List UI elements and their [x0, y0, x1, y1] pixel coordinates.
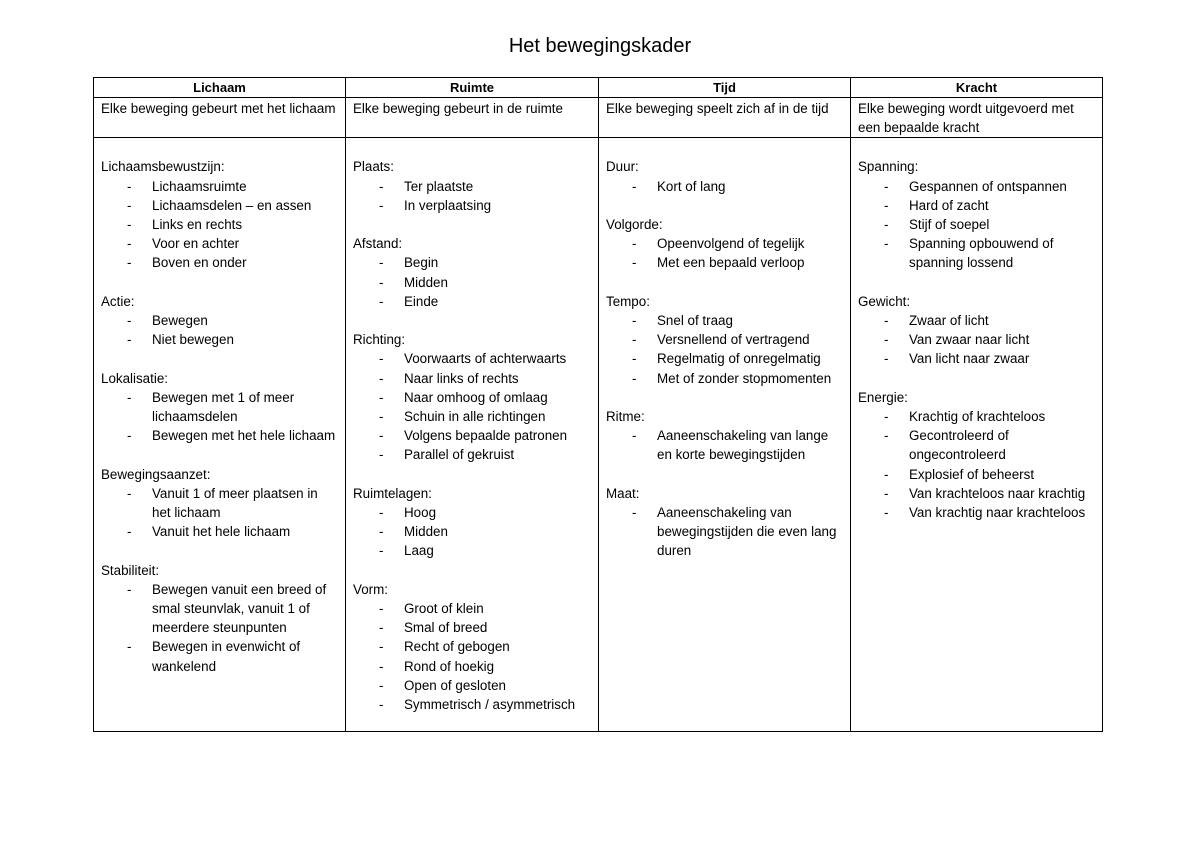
list-item: - Bewegen vanuit een breed of smal steunvlak, vanuit 1 of meerdere steunpunten [101, 580, 338, 638]
category-heading: Spanning: [858, 159, 919, 175]
list-item: - Gespannen of ontspannen [858, 177, 1095, 196]
category-heading: Bewegingsaanzet: [101, 466, 211, 482]
content-cell-ruimte [346, 138, 599, 732]
category-heading: Plaats: [353, 159, 394, 175]
list-item: - In verplaatsing [353, 196, 591, 215]
category-heading: Lichaamsbewustzijn: [101, 159, 225, 175]
content-cell-tijd [599, 138, 851, 732]
category-heading: Richting: [353, 332, 406, 348]
list-item: - Hard of zacht [858, 196, 1095, 215]
item-list [353, 349, 591, 464]
list-item: - Kort of lang [606, 177, 843, 196]
list-item: - Met of zonder stopmomenten [606, 369, 843, 388]
category-heading: Gewicht: [858, 293, 911, 309]
list-item: - Ter plaatste [353, 177, 591, 196]
list-item: - Aaneenschakeling van bewegingstijden die even lang duren [606, 503, 843, 561]
list-item: - Midden [353, 273, 591, 292]
list-item: - Vanuit 1 of meer plaatsen in het lichaam [101, 484, 338, 522]
category-heading: Energie: [858, 389, 908, 405]
column-header-ruimte: Ruimte [346, 78, 599, 98]
item-list [101, 311, 338, 349]
column-header-lichaam: Lichaam [94, 78, 346, 98]
intro-cell-lichaam: Elke beweging gebeurt met het lichaam [94, 98, 346, 138]
intro-cell-kracht: Elke beweging wordt uitgevoerd met een bepaalde kracht [851, 98, 1103, 138]
item-list [606, 311, 843, 388]
list-item: - Explosief of beheerst [858, 465, 1095, 484]
header-row [94, 78, 1103, 98]
category-heading: Stabiliteit: [101, 562, 160, 578]
category-section [101, 157, 338, 272]
list-item: - Voor en achter [101, 234, 338, 253]
category-section [858, 388, 1095, 522]
item-list [858, 311, 1095, 369]
item-list [606, 426, 843, 464]
content-cell-kracht [851, 138, 1103, 732]
category-section [101, 369, 338, 446]
list-item: - Niet bewegen [101, 330, 338, 349]
category-section [606, 484, 843, 561]
list-item: - Laag [353, 541, 591, 560]
list-item: - Hoog [353, 503, 591, 522]
category-heading: Tempo: [606, 293, 650, 309]
list-item: - Bewegen [101, 311, 338, 330]
item-list [353, 177, 591, 215]
list-item: - Symmetrisch / asymmetrisch [353, 695, 591, 714]
list-item: - Bewegen met het hele lichaam [101, 426, 338, 445]
category-section [858, 292, 1095, 369]
list-item: - Vanuit het hele lichaam [101, 522, 338, 541]
list-item: - Aaneenschakeling van lange en korte bewegingstijden [606, 426, 843, 464]
list-item: - Smal of breed [353, 618, 591, 637]
item-list [606, 234, 843, 272]
list-item: - Volgens bepaalde patronen [353, 426, 591, 445]
list-item: - Midden [353, 522, 591, 541]
item-list [858, 177, 1095, 273]
list-item: - Schuin in alle richtingen [353, 407, 591, 426]
item-list [353, 253, 591, 311]
item-list [353, 599, 591, 714]
list-item: - Parallel of gekruist [353, 445, 591, 464]
item-list [606, 177, 843, 196]
category-section [353, 234, 591, 311]
movement-framework-table [93, 77, 1103, 732]
list-item: - Open of gesloten [353, 676, 591, 695]
list-item: - Lichaamsruimte [101, 177, 338, 196]
page-title: Het bewegingskader [508, 35, 692, 57]
list-item: - Naar omhoog of omlaag [353, 388, 591, 407]
list-item: - Bewegen met 1 of meer lichaamsdelen [101, 388, 338, 426]
list-item: - Links en rechts [101, 215, 338, 234]
list-item: - Regelmatig of onregelmatig [606, 349, 843, 368]
category-heading: Volgorde: [606, 217, 663, 232]
column-header-tijd: Tijd [599, 78, 851, 98]
category-section [353, 484, 591, 561]
list-item: - Opeenvolgend of tegelijk [606, 234, 843, 253]
list-item: - Stijf of soepel [858, 215, 1095, 234]
column-header-kracht: Kracht [851, 78, 1103, 98]
item-list [353, 503, 591, 561]
list-item: - Rond of hoekig [353, 657, 591, 676]
category-section [606, 292, 843, 388]
category-heading: Ritme: [606, 409, 645, 424]
list-item: - Krachtig of krachteloos [858, 407, 1095, 426]
intro-cell-tijd: Elke beweging speelt zich af in de tijd [599, 98, 851, 138]
list-item: - Lichaamsdelen – en assen [101, 196, 338, 215]
category-section [606, 215, 843, 273]
list-item: - Gecontroleerd of ongecontroleerd [858, 426, 1095, 464]
list-item: - Van licht naar zwaar [858, 349, 1095, 368]
intro-row [94, 98, 1103, 138]
category-section [353, 580, 591, 714]
item-list [606, 503, 843, 561]
item-list [101, 484, 338, 542]
list-item: - Van krachtig naar krachteloos [858, 503, 1095, 522]
category-heading: Vorm: [353, 581, 388, 597]
list-item: - Groot of klein [353, 599, 591, 618]
item-list [101, 177, 338, 273]
list-item: - Voorwaarts of achterwaarts [353, 349, 591, 368]
category-section [101, 292, 338, 350]
intro-cell-ruimte: Elke beweging gebeurt in de ruimte [346, 98, 599, 138]
list-item: - Snel of traag [606, 311, 843, 330]
content-row [94, 138, 1103, 732]
category-section [353, 330, 591, 464]
category-heading: Maat: [606, 485, 640, 501]
item-list [858, 407, 1095, 522]
category-heading: Afstand: [353, 236, 403, 252]
list-item: - Versnellend of vertragend [606, 330, 843, 349]
category-section [101, 561, 338, 676]
list-item: - Zwaar of licht [858, 311, 1095, 330]
category-section [101, 465, 338, 542]
category-section [606, 157, 843, 195]
category-heading: Actie: [101, 293, 135, 309]
list-item: - Einde [353, 292, 591, 311]
item-list [101, 388, 338, 446]
list-item: - Recht of gebogen [353, 637, 591, 656]
list-item: - Spanning opbouwend of spanning lossend [858, 234, 1095, 272]
category-heading: Lokalisatie: [101, 370, 168, 386]
list-item: - Naar links of rechts [353, 369, 591, 388]
content-cell-lichaam [94, 138, 346, 732]
list-item: - Van krachteloos naar krachtig [858, 484, 1095, 503]
list-item: - Met een bepaald verloop [606, 253, 843, 272]
category-section [606, 407, 843, 465]
list-item: - Bewegen in evenwicht of wankelend [101, 637, 338, 675]
category-section [353, 157, 591, 215]
list-item: - Van zwaar naar licht [858, 330, 1095, 349]
list-item: - Boven en onder [101, 253, 338, 272]
list-item: - Begin [353, 253, 591, 272]
category-section [858, 157, 1095, 272]
category-heading: Ruimtelagen: [353, 485, 432, 501]
item-list [101, 580, 338, 676]
category-heading: Duur: [606, 159, 639, 175]
